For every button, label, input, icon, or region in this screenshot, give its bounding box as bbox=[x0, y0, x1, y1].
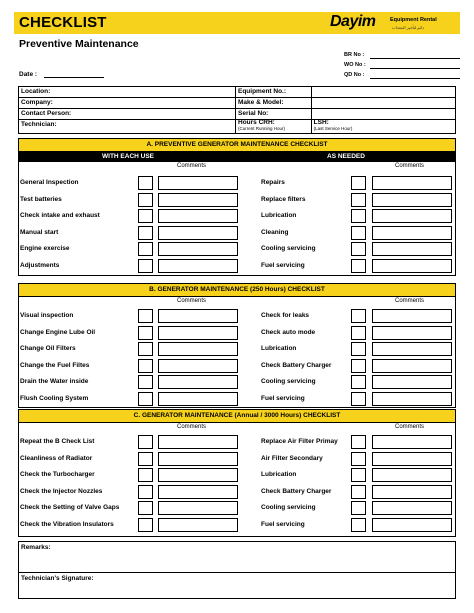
technician-field[interactable]: Technician: bbox=[19, 120, 236, 133]
comment-field[interactable] bbox=[158, 309, 238, 323]
checklist-item-label: Check auto mode bbox=[261, 328, 316, 336]
checkbox[interactable] bbox=[351, 392, 366, 406]
checklist-item-label: Test batteries bbox=[20, 195, 62, 203]
checklist-item-label: Visual inspection bbox=[20, 312, 74, 319]
checkbox[interactable] bbox=[351, 209, 366, 223]
checkbox[interactable] bbox=[138, 326, 153, 340]
lsh-sub: (Last Service Hour) bbox=[313, 126, 353, 131]
checkbox[interactable] bbox=[138, 309, 153, 323]
comments-label-left: Comments bbox=[177, 424, 207, 430]
br-no-field[interactable] bbox=[370, 58, 460, 59]
comment-field[interactable] bbox=[158, 342, 238, 356]
checklist-item-label: Check for leaks bbox=[261, 312, 310, 319]
checkbox[interactable] bbox=[138, 375, 153, 389]
comment-field[interactable] bbox=[372, 359, 452, 373]
logo-wordmark: Dayim bbox=[330, 13, 376, 30]
checklist-item-label: Repairs bbox=[261, 179, 285, 186]
comment-field[interactable] bbox=[158, 226, 238, 240]
checklist-item-label: Change Engine Lube Oil bbox=[20, 328, 96, 336]
checkbox[interactable] bbox=[351, 326, 366, 340]
checkbox[interactable] bbox=[138, 435, 153, 449]
checklist-item-label: Cleanliness of Radiator bbox=[20, 454, 93, 462]
section-a-title: A. PREVENTIVE GENERATOR MAINTENANCE CHECKLIST bbox=[19, 139, 455, 152]
page-title: CHECKLIST bbox=[19, 14, 107, 31]
comment-field[interactable] bbox=[158, 392, 238, 406]
date-field[interactable] bbox=[44, 77, 104, 78]
checklist-item-label: Check the Turbocharger bbox=[20, 471, 95, 478]
comments-label-left: Comments bbox=[177, 163, 207, 169]
comment-field[interactable] bbox=[372, 193, 452, 207]
checklist-item-label: Cooling servicing bbox=[261, 504, 316, 511]
comment-field[interactable] bbox=[158, 518, 238, 532]
comment-field[interactable] bbox=[372, 392, 452, 406]
info-row bbox=[19, 109, 455, 120]
checklist-item-label: Cooling servicing bbox=[261, 378, 316, 385]
signature-label: Technician's Signature: bbox=[21, 575, 94, 582]
comment-field[interactable] bbox=[158, 452, 238, 466]
comments-label-right: Comments bbox=[395, 163, 425, 169]
comments-label-right: Comments bbox=[395, 424, 425, 430]
comment-field[interactable] bbox=[372, 468, 452, 482]
info-row bbox=[19, 120, 455, 133]
location-field[interactable]: Location: bbox=[19, 87, 236, 97]
comments-header bbox=[19, 297, 455, 307]
checkbox[interactable] bbox=[138, 518, 153, 532]
lsh-field[interactable] bbox=[312, 120, 455, 133]
make-model-label: Make & Model: bbox=[236, 98, 312, 108]
comment-field[interactable] bbox=[372, 259, 452, 273]
comment-field[interactable] bbox=[372, 435, 452, 449]
comment-field[interactable] bbox=[158, 242, 238, 256]
checkbox[interactable] bbox=[138, 242, 153, 256]
date-label: Date : bbox=[19, 71, 38, 78]
equipment-no-label: Equipment No.: bbox=[236, 87, 312, 97]
comment-field[interactable] bbox=[158, 209, 238, 223]
comment-field[interactable] bbox=[372, 375, 452, 389]
checklist-item-label: Lubrication bbox=[261, 471, 297, 478]
comments-label-right: Comments bbox=[395, 298, 425, 304]
comment-field[interactable] bbox=[372, 518, 452, 532]
wo-no-label: WO No : bbox=[344, 62, 366, 68]
checklist-item-label: Cleaning bbox=[261, 228, 289, 236]
checkbox[interactable] bbox=[351, 242, 366, 256]
checkbox[interactable] bbox=[351, 452, 366, 466]
checkbox[interactable] bbox=[138, 359, 153, 373]
checklist-item-label: Check the Injector Nozzles bbox=[20, 487, 103, 495]
comment-field[interactable] bbox=[372, 309, 452, 323]
checklist-item-label: Fuel servicing bbox=[261, 394, 305, 402]
comment-field[interactable] bbox=[158, 485, 238, 499]
comment-field[interactable] bbox=[372, 342, 452, 356]
checkbox[interactable] bbox=[138, 259, 153, 273]
checklist-item-label: Lubrication bbox=[261, 212, 297, 219]
checkbox[interactable] bbox=[351, 518, 366, 532]
checklist-item-label: Cooling servicing bbox=[261, 245, 316, 252]
col-as-needed: AS NEEDED bbox=[327, 153, 365, 160]
comment-field[interactable] bbox=[158, 435, 238, 449]
checkbox[interactable] bbox=[351, 342, 366, 356]
comment-field[interactable] bbox=[158, 468, 238, 482]
checklist-item-label: Air Filter Secondary bbox=[261, 454, 323, 462]
checkbox[interactable] bbox=[138, 468, 153, 482]
make-model-field[interactable] bbox=[312, 98, 455, 108]
checkbox[interactable] bbox=[351, 309, 366, 323]
qd-no-field[interactable] bbox=[370, 78, 460, 79]
comment-field[interactable] bbox=[372, 452, 452, 466]
comment-field[interactable] bbox=[372, 226, 452, 240]
contact-person-field[interactable]: Contact Person: bbox=[19, 109, 236, 119]
section-c-title: C. GENERATOR MAINTENANCE (Annual / 3000 Hours) CHECKLIST bbox=[19, 410, 455, 423]
lsh-label: LSH: bbox=[313, 120, 329, 126]
comment-field[interactable] bbox=[372, 209, 452, 223]
comments-header bbox=[19, 423, 455, 433]
comment-field[interactable] bbox=[372, 242, 452, 256]
checklist-item-label: Adjustments bbox=[20, 261, 60, 269]
checkbox[interactable] bbox=[351, 176, 366, 190]
wo-no-field[interactable] bbox=[370, 68, 460, 69]
checkbox[interactable] bbox=[351, 375, 366, 389]
checkbox[interactable] bbox=[351, 226, 366, 240]
checkbox[interactable] bbox=[138, 209, 153, 223]
checklist-item-label: Replace Air Filter Primay bbox=[261, 438, 338, 445]
checkbox[interactable] bbox=[351, 501, 366, 515]
comment-field[interactable] bbox=[372, 485, 452, 499]
br-no-label: BR No : bbox=[344, 52, 365, 58]
checklist-item-label: Drain the Water inside bbox=[20, 378, 89, 385]
checklist-item-label: Lubrication bbox=[261, 345, 297, 352]
checkbox[interactable] bbox=[138, 226, 153, 240]
checkbox[interactable] bbox=[351, 359, 366, 373]
comment-field[interactable] bbox=[158, 326, 238, 340]
checkbox[interactable] bbox=[351, 259, 366, 273]
comment-field[interactable] bbox=[158, 375, 238, 389]
checklist-item-label: Change the Fuel Filtes bbox=[20, 361, 90, 369]
qd-no-label: QD No : bbox=[344, 72, 365, 78]
info-row bbox=[19, 87, 455, 98]
remarks-label: Remarks: bbox=[21, 544, 51, 551]
remarks-box[interactable] bbox=[18, 541, 456, 599]
checklist-item-label: Change Oil Filters bbox=[20, 345, 76, 352]
checkbox[interactable] bbox=[138, 392, 153, 406]
col-with-each-use: WITH EACH USE bbox=[102, 153, 154, 160]
comments-header bbox=[19, 162, 455, 172]
comment-field[interactable] bbox=[158, 501, 238, 515]
checkbox[interactable] bbox=[351, 485, 366, 499]
checklist-item-label: Check Battery Charger bbox=[261, 361, 332, 369]
checkbox[interactable] bbox=[351, 435, 366, 449]
comments-label-left: Comments bbox=[177, 298, 207, 304]
checkbox[interactable] bbox=[351, 468, 366, 482]
checklist-item-label: Check the Setting of Valve Gaps bbox=[20, 504, 120, 511]
comment-field[interactable] bbox=[372, 326, 452, 340]
hours-crh-sub: (Current Running Hour) bbox=[238, 126, 286, 131]
checklist-item-label: Fuel servicing bbox=[261, 520, 305, 528]
checklist-item-label: Fuel servicing bbox=[261, 261, 305, 269]
section-b-title: B. GENERATOR MAINTENANCE (250 Hours) CHECKLIST bbox=[19, 284, 455, 297]
checkbox[interactable] bbox=[138, 501, 153, 515]
checkbox[interactable] bbox=[138, 342, 153, 356]
checkbox[interactable] bbox=[351, 193, 366, 207]
checkbox[interactable] bbox=[138, 176, 153, 190]
checklist-item-label: Engine exercise bbox=[20, 245, 70, 252]
company-logo bbox=[330, 14, 458, 34]
checklist-item-label: Flush Cooling System bbox=[20, 394, 89, 402]
checklist-item-label: Repeat the B Check List bbox=[20, 438, 95, 445]
comment-field[interactable] bbox=[372, 176, 452, 190]
company-field[interactable]: Company: bbox=[19, 98, 236, 108]
equipment-no-field[interactable] bbox=[312, 87, 455, 97]
hours-crh-label: Hours CRH: bbox=[238, 120, 275, 126]
checklist-item-label: Check Battery Charger bbox=[261, 487, 332, 495]
info-row bbox=[19, 98, 455, 109]
comment-field[interactable] bbox=[158, 176, 238, 190]
checkbox[interactable] bbox=[138, 452, 153, 466]
comment-field[interactable] bbox=[158, 193, 238, 207]
page-subtitle: Preventive Maintenance bbox=[19, 38, 139, 50]
checkbox[interactable] bbox=[138, 193, 153, 207]
logo-arabic: دائم لتأجير المعدات bbox=[392, 25, 424, 30]
job-info-table bbox=[18, 86, 456, 134]
logo-tagline: Equipment Rental bbox=[390, 17, 437, 23]
section-a-column-headers bbox=[19, 152, 455, 162]
checklist-item-label: Manual start bbox=[20, 228, 59, 236]
checklist-item-label: Replace filters bbox=[261, 195, 306, 203]
divider bbox=[19, 572, 455, 573]
serial-no-field[interactable] bbox=[312, 109, 455, 119]
checklist-item-label: Check the Vibration Insulators bbox=[20, 520, 114, 528]
comment-field[interactable] bbox=[372, 501, 452, 515]
checkbox[interactable] bbox=[138, 485, 153, 499]
checklist-item-label: Check intake and exhaust bbox=[20, 212, 100, 219]
comment-field[interactable] bbox=[158, 359, 238, 373]
comment-field[interactable] bbox=[158, 259, 238, 273]
serial-no-label: Serial No: bbox=[236, 109, 312, 119]
checklist-item-label: General Inspection bbox=[20, 179, 79, 186]
hours-crh-field[interactable] bbox=[236, 120, 312, 133]
